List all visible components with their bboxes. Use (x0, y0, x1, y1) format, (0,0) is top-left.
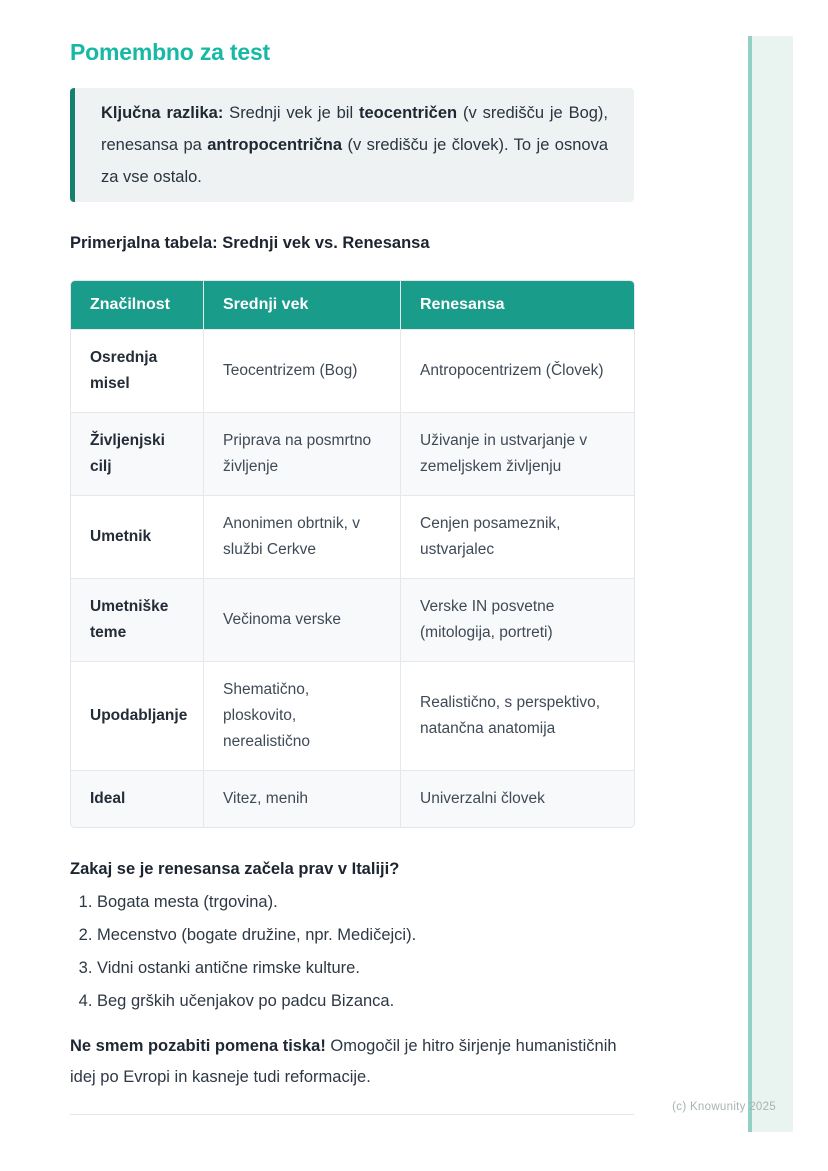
row-renaissance-cell: Realistično, s perspektivo, natančna anatomija (400, 661, 634, 770)
table-header-znacilnost: Značilnost (71, 281, 203, 329)
table-row (71, 578, 634, 661)
list-item-text: Mecenstvo (bogate družine, npr. Medičejci). (97, 926, 417, 944)
document-content (70, 0, 634, 1115)
row-feature-cell: Upodabljanje (71, 661, 203, 770)
print-note-text: Omogočil je hitro širjenje humanističnih idej po Evropi in kasneje tudi reformacije. (70, 1037, 617, 1086)
list-item (97, 891, 634, 914)
list-item-text: Beg grških učenjakov po padcu Bizanca. (97, 992, 395, 1010)
row-medieval-cell: Anonimen obrtnik, v službi Cerkve (203, 495, 400, 578)
row-renaissance-cell: Cenjen posameznik, ustvarjalec (400, 495, 634, 578)
row-feature-cell: Osrednja misel (71, 329, 203, 412)
italy-reasons-list (70, 891, 634, 1013)
callout-bold-2: antropocentrična (207, 136, 343, 154)
callout-bold-1: teocentričen (359, 104, 458, 122)
list-item (97, 957, 634, 980)
page-title: Pomembno za test (70, 39, 271, 65)
callout-text-3: (v središču je človek). To je osnova za vse ostalo. (101, 136, 608, 186)
table-header-renesansa: Renesansa (400, 281, 634, 329)
row-renaissance-cell: Univerzalni človek (400, 770, 634, 827)
italy-question-heading: Zakaj se je renesansa začela prav v Italiji? (70, 860, 400, 878)
row-medieval-cell: Shematično, ploskovito, nerealistično (203, 661, 400, 770)
row-renaissance-cell: Verske IN posvetne (mitologija, portreti) (400, 578, 634, 661)
footer-copyright: (c) Knowunity 2025 (672, 1101, 776, 1113)
list-item-text: Vidni ostanki antične rimske kulture. (97, 959, 360, 977)
row-feature-cell: Ideal (71, 770, 203, 827)
table-row (71, 495, 634, 578)
comparison-table (70, 280, 635, 828)
table-header-srednji-vek: Srednji vek (203, 281, 400, 329)
row-medieval-cell: Vitez, menih (203, 770, 400, 827)
list-item-text: Bogata mesta (trgovina). (97, 893, 278, 911)
key-difference-callout (70, 88, 634, 202)
print-note-bold: Ne smem pozabiti pomena tiska! (70, 1037, 326, 1055)
callout-lead-bold: Ključna razlika: (101, 104, 224, 122)
callout-text-2: (v središču je Bog), renesansa pa (101, 104, 609, 154)
table-row (71, 661, 634, 770)
table-row (71, 412, 634, 495)
row-medieval-cell: Priprava na posmrtno življenje (203, 412, 400, 495)
row-renaissance-cell: Uživanje in ustvarjanje v zemeljskem življenju (400, 412, 634, 495)
list-item (97, 990, 634, 1013)
table-row (71, 770, 634, 827)
decorative-side-stripe (748, 36, 793, 1132)
table-row (71, 329, 634, 412)
comparison-table-title: Primerjalna tabela: Srednji vek vs. Renesansa (70, 234, 430, 252)
callout-text (101, 97, 608, 193)
row-feature-cell: Življenjski cilj (71, 412, 203, 495)
table-header-row (71, 281, 634, 329)
list-item (97, 924, 634, 947)
callout-text-1: Srednji vek je bil (223, 104, 359, 122)
row-medieval-cell: Teocentrizem (Bog) (203, 329, 400, 412)
row-medieval-cell: Večinoma verske (203, 578, 400, 661)
row-renaissance-cell: Antropocentrizem (Človek) (400, 329, 634, 412)
print-note (70, 1031, 634, 1093)
bottom-divider (70, 1114, 634, 1115)
row-feature-cell: Umetniške teme (71, 578, 203, 661)
row-feature-cell: Umetnik (71, 495, 203, 578)
